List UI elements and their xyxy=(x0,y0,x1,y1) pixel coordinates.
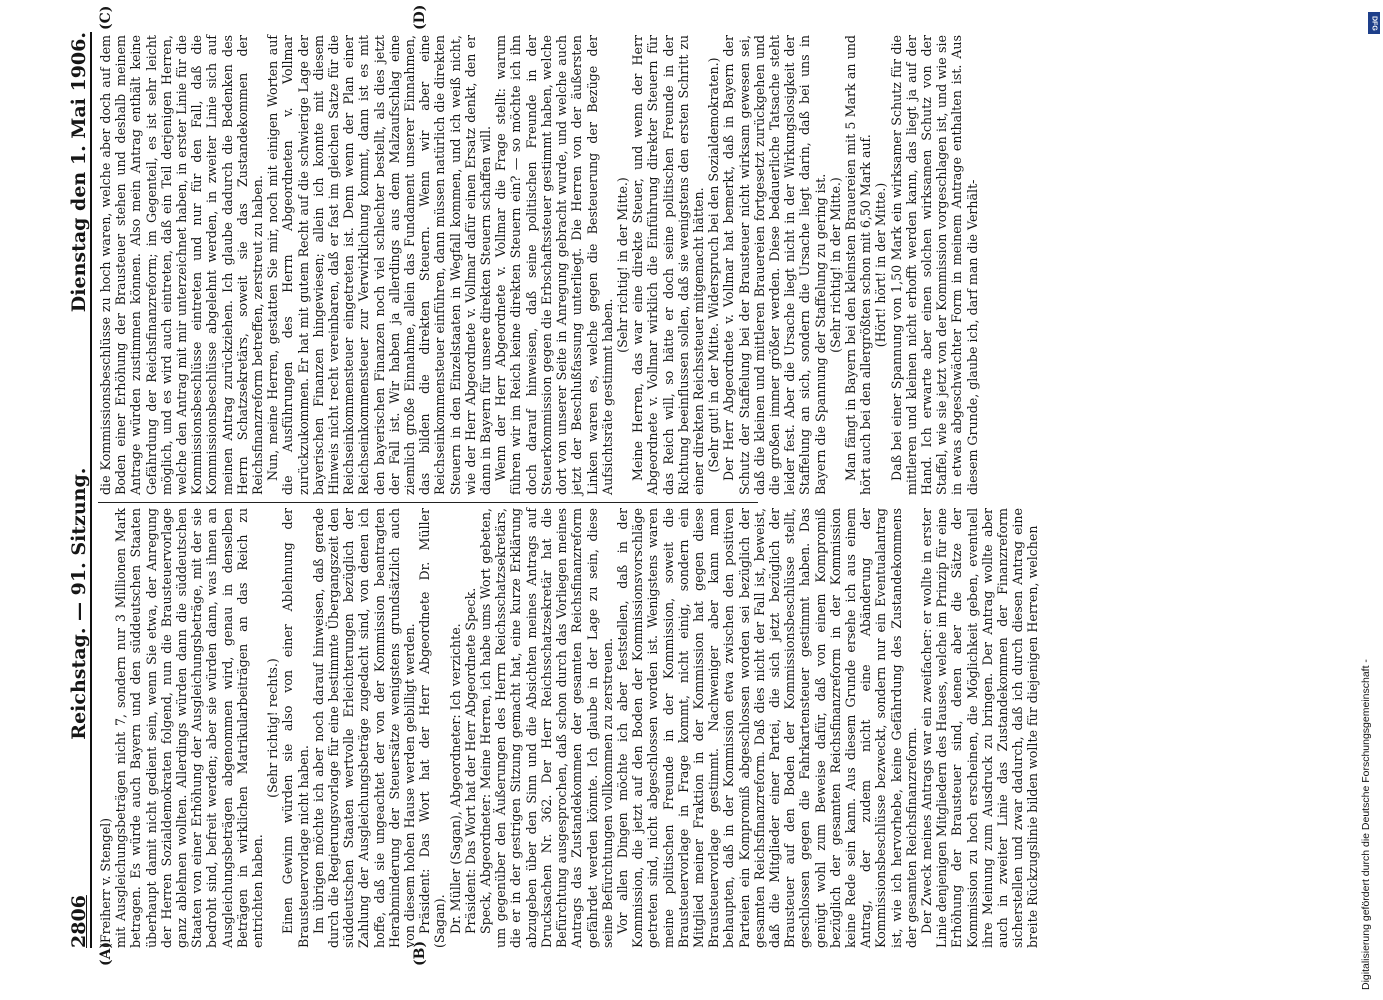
margin-marker-d: (D) xyxy=(412,4,428,30)
paragraph: Nun, meine Herren, gestatten Sie mir, noch mit einigen Worten auf die Ausführungen des Herrn Abgeordneten v. Vollmar zurückzukommen. Er hat mit gutem Recht auf die schwierige Lage der bayerischen Finanzen hingewiesen; allein ich konnte mit diesem Hinweis nicht recht vereinbaren, daß er fast im gleichen Satze für die Reichseinkommensteuer eingetreten ist. Denn wenn der Plan einer Reichseinkommensteuer zur Verwirklichung kommt, dann ist es mit den bayerischen Finanzen noch viel schlechter bestellt, als dies jetzt der Fall ist. Wir haben ja allerdings aus dem Malzaufschlag eine ziemlich große Einnahme, allein das Fundament unserer Einnahmen, das bilden die direkten Steuern. Wenn wir aber eine Reichseinkommensteuer einführen, dann müssen natürlich die direkten Steuern in den Einzelstaaten in Wegfall kommen, und ich weiß nicht, wie der Herr Abgeordnete v. Vollmar dafür einen Ersatz denkt, den er dann in Bayern für unsere direkten Steuern schaffen will. xyxy=(265,35,494,495)
session-title: Reichstag. — 91. Sitzung. xyxy=(68,467,90,740)
page-number: 2806 xyxy=(68,895,90,948)
interjection: (Sehr richtig! in der Mitte.) xyxy=(614,177,630,353)
paragraph: Im übrigen möchte ich aber noch darauf hinweisen, daß gerade durch die Regierungsvorlage für eine bestimmte Übergangszeit den süddeutschen Staaten wertvolle Erleichterungen bezüglich der Zahlung der Ausgleichungsbeträge zugedacht sind, von denen ich hoffe, daß sie ungeachtet der von der Kommission beantragten Herabminderung der Steuersätze wenigstens grundsätzlich auch von diesem hohen Hause werden gebilligt werden. xyxy=(310,508,418,948)
paragraph: Man fängt in Bayern bei den kleinsten Brauereien mit 5 Mark an und hört auch bei den allergrößten schon mit 6,50 Mark auf. xyxy=(842,35,874,495)
interjection: (Sehr gut! in der Mitte. Widerspruch bei den Sozialdemokraten.) xyxy=(706,57,722,473)
speaker-remark: Dr. Müller (Sagan), Abgeordneter: Ich verzichte. xyxy=(447,623,463,934)
paragraph: mit Ausgleichungsbeträgen nicht 7, sondern nur 3 Millionen Mark betragen. Es würde auch Bayern und den süddeutschen Staaten überhaupt damit nicht gedient sein, wenn Sie etwa, der Anregung der Herren Sozialdemokraten folgend, nun die Brausteuervorlage ganz ablehnen wollten. Allerdings würden dann die süddeutschen Staaten von einer Erhöhung der Ausgleichungsbeträge, mit der sie bedroht sind, befreit werden; aber sie würden dann, was ihnen an Ausgleichungsbeträgen abgenommen wird, genau in denselben Beträgen in wirklichen Matrikularbeiträgen an das Reich zu entrichten haben. xyxy=(113,508,266,948)
left-column xyxy=(98,508,1041,948)
digitization-credit: Digitalisierung gefördert durch die Deutsche Forschungsgemeinschaft - xyxy=(1360,659,1372,990)
interjection: (Hört! hört! in der Mitte.) xyxy=(873,182,889,348)
paragraph: Vor allen Dingen möchte ich aber feststellen, daß in der Kommission, die jetzt auf den Boden der Kommissionsvorschläge getreten sind, nicht abgeschlossen worden ist. Wenigstens waren meine politischen Freunde in der Kommission, soweit die Brausteuervorlage in Frage kommt, nicht einig, sondern ein Mitglied meiner Fraktion in der Kommission hat gegen diese Brausteuervorlage gestimmt. Nachweniger aber kann man behaupten, daß in der Kommission etwa zwischen den positiven Parteien ein Kompromiß abgeschlossen worden sei bezüglich der gesamten Reichsfinanzreform. Daß dies nicht der Fall ist, beweist, daß die Mitglieder einer Partei, die sich jetzt bezüglich der Brausteuer auf den Boden der Kommissionsbeschlüsse stellt, geschlossen gegen die Fahrkartensteuer gestimmt haben. Das genügt wohl zum Beweise dafür, daß von einem Kompromiß bezüglich der gesamten Reichsfinanzreform in der Kommission keine Rede sein kann. Aus diesem Grunde ersehe ich aus einem Antrag, der zudem nicht eine Abänderung der Kommissionsbeschlüsse bezweckt, sondern nur ein Eventualantrag ist, wie ich hervorhebe, keine Gefährdung des Zustandekommens der gesamten Reichsfinanzreform. xyxy=(614,508,919,948)
paragraph: die Kommissionsbeschlüsse zu hoch waren, welche aber doch auf dem Boden einer Erhöhung der Brausteuer stehen und deshalb meinem Antrage würden zustimmen können. Also mein Antrag enthält keine Gefährdung der Reichsfinanzreform; im Gegenteil, es ist sehr leicht möglich, und es wird auch eintreten, daß ein Teil derjenigen Herren, welche den Antrag mit mir unterzeichnet haben, in erster Linie für die Kommissionsbeschlüsse eintreten und nur für den Fall, daß die Kommissionsbeschlüsse abgelehnt werden, in zweiter Linie sich auf meinen Antrag zurückziehen. Ich glaube dadurch die Bedenken des Herrn Schatzsekretärs, soweit sie das Zustandekommen der Reichsfinanzreform betreffen, zerstreut zu haben. xyxy=(98,35,266,495)
paragraph: Speck, Abgeordneter: Meine Herren, ich habe ums Wort gebeten, um gegenüber den Äußerungen des Herrn Reichsschatzsekretärs, die er in der gestrigen Sitzung gemacht hat, eine kurze Erklärung abzugeben über den Sinn und die Absichten meines Antrags auf Drucksachen Nr. 362. Der Herr Reichsschatzsekretär hat die Befürchtung ausgesprochen, daß schon durch das Vorliegen meines Antrags das Zustandekommen der gesamten Reichsfinanzreform gefährdet werden könnte. Ich glaube in der Lage zu sein, diese seine Befürchtungen vollkommen zu zerstreuen. xyxy=(478,508,615,948)
margin-marker-c: (C) xyxy=(98,5,114,30)
president-remark: Präsident: Das Wort hat der Herr Abgeordnete Speck. xyxy=(462,587,478,934)
interjection: (Sehr richtig! in der Mitte.) xyxy=(827,177,843,353)
paragraph: Einen Gewinn würden sie also von einer Ablehnung der Brausteuervorlage nicht haben. xyxy=(280,508,311,948)
margin-marker-a: (A) xyxy=(98,941,114,966)
speaker-continuation: (Freiherr v. Stengel) xyxy=(98,817,113,948)
president-remark: Präsident: Das Wort hat der Herr Abgeordnete Dr. Müller (Sagan). xyxy=(417,508,448,948)
paragraph: Daß bei einer Spannung von 1,50 Mark ein wirksamer Schutz für die mittleren und kleinen nicht erhofft werden kann, das liegt ja auf der Hand. Ich erwarte aber einen solchen wirksamen Schutz von der Staffel, wie sie jetzt von der Kommission vorgeschlagen ist, und wie sie in etwas abgeschwächter Form in meinem Antrage enthalten ist. Aus diesem Grunde, glaube ich, darf man die Verhält- xyxy=(888,35,980,495)
right-column xyxy=(98,35,980,495)
paragraph: Wenn der Herr Abgeordnete v. Vollmar die Frage stellt: warum führen wir im Reich keine direkten Steuern ein? — so möchte ich ihn doch darauf hinweisen, daß seine politischen Freunde in der Steuerkommission gegen die Erbschaftssteuer gestimmt haben, welche dort von unserer Seite in Anregung gebracht wurde, und welche auch jetzt der Beschlußfassung unterliegt. Die Herren von der äußersten Linken waren es, welche gegen die Besteuerung der Bezüge der Aufsichtsräte gestimmt haben. xyxy=(493,35,615,495)
margin-marker-b: (B) xyxy=(412,940,428,966)
paragraph: Meine Herren, das war eine direkte Steuer, und wenn der Herr Abgeordnete v. Vollmar wirklich die Einführung direkter Steuern für das Reich will, so hätte er doch seine politischen Freunde in der Richtung beeinflussen sollen, daß sie wenigstens den ersten Schritt zu einer direkten Reichssteuer mitgemacht hätten. xyxy=(630,35,706,495)
paragraph: Der Zweck meines Antrags war ein zweifacher: er wollte in erster Linie denjenigen Mitgliedern des Hauses, welche im Prinzip für eine Erhöhung der Brausteuer sind, denen aber die Sätze der Kommission zu hoch erscheinen, die Möglichkeit geben, eventuell ihre Meinung zum Ausdruck zu bringen. Der Antrag wollte aber auch in zweiter Linie das Zustandekommen der Finanzreform sicherstellen und zwar dadurch, daß ich durch diesen Antrag eine breite Rückzugslinie bilden wollte für diejenigen Herren, welchen xyxy=(918,508,1041,948)
column-divider xyxy=(98,502,758,503)
interjection: (Sehr richtig! rechts.) xyxy=(265,658,281,798)
session-date: Dienstag den 1. Mai 1906. xyxy=(68,32,90,313)
page-header xyxy=(64,32,92,948)
paragraph: Der Herr Abgeordnete v. Vollmar hat bemerkt, daß in Bayern der Schutz der Staffelung bei der Brausteuer nicht wirksam gewesen sei, daß die kleinen und mittleren Brauereien fortgesetzt zurückgehen und die großen immer größer werden. Diese bedauerliche Tatsache steht leider fest. Aber die Ursache liegt nicht in der Wirkungslosigkeit der Staffelung an sich, sondern die Ursache liegt darin, daß bei uns in Bayern die Spannung der Staffelung zu gering ist. xyxy=(721,35,828,495)
dfg-logo: DFG xyxy=(1368,12,1380,34)
